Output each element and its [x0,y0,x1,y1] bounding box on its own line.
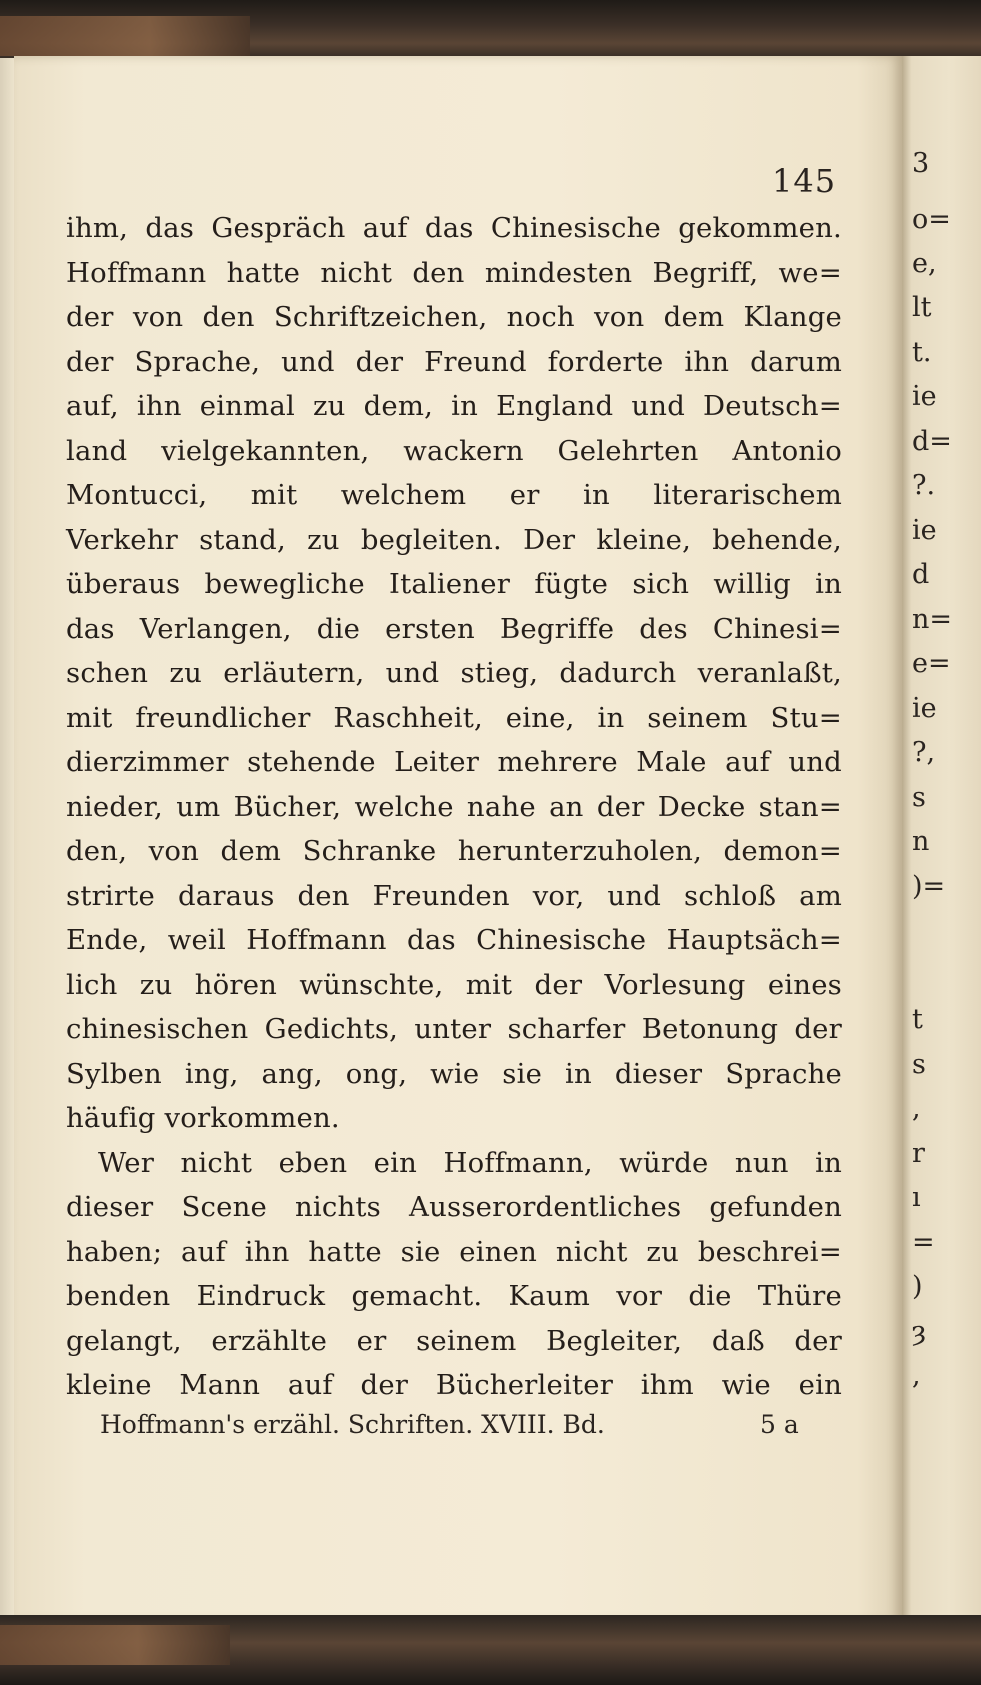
next-page-fragment: )= [912,871,946,902]
next-page-fragment: n= [912,604,953,635]
paragraph-start-line: Wer nicht eben ein Hoffmann, würde nun in [98,1146,842,1179]
text-line: chinesischen Gedichts, unter scharfer Betonung der [66,1013,842,1045]
page-number: 145 [772,162,837,200]
next-page-fragment: s [912,1049,926,1080]
next-page-fragment: ?. [912,470,936,501]
next-page-fragment: ȝ [912,1316,927,1347]
text-line: dierzimmer stehende Leiter mehrere Male auf und [66,746,842,778]
footer-title: Hoffmann's erzähl. Schriften. XVIII. Bd. [100,1410,605,1439]
text-line: Sylben ing, ang, ong, wie sie in dieser Sprache [66,1057,842,1090]
next-page-fragment: e, [912,248,937,279]
next-page-top-number: 3 [912,148,930,179]
text-line: lich zu hören wünschte, mit der Vorlesung eines [66,968,842,1001]
text-line: Verkehr stand, zu begleiten. Der kleine, behende, [66,523,842,556]
book-cover-top [0,0,981,62]
text-line: das Verlangen, die ersten Begriffe des Chinesi= [66,612,842,645]
page-footer [100,1410,800,1439]
text-line: strirte daraus den Freunden vor, und schloß am [66,879,842,912]
next-page-fragment: r [912,1138,925,1169]
next-page-fragment: , [912,1360,921,1391]
next-page-fragment: d [912,559,930,590]
next-page-fragment: ie [912,693,937,724]
text-line: überaus bewegliche Italiener fügte sich willig in [66,568,842,600]
next-page-sliver [902,56,981,1622]
next-page-fragment: s [912,782,926,813]
text-line: auf, ihn einmal zu dem, in England und Deutsch= [66,390,842,422]
text-line: Montucci, mit welchem er in literarischem [66,479,842,511]
text-line: mit freundlicher Raschheit, eine, in seinem Stu= [66,701,842,734]
next-page-fragment: , [912,1093,921,1124]
text-line: häufig vorkommen. [66,1102,340,1134]
text-line: gelangt, erzählte er seinem Begleiter, daß der [66,1324,842,1357]
signature-mark: 5 a [760,1410,799,1439]
text-line: ihm, das Gespräch auf das Chinesische gekommen. [66,212,842,244]
next-page-fragment: lt [912,292,932,323]
next-page-fragment: t [912,1004,923,1035]
next-page-fragment: o= [912,204,951,235]
next-page-fragment: ) [912,1271,923,1302]
next-page-fragment: ı [912,1182,921,1213]
next-page-fragment: = [912,1227,935,1258]
text-line: land vielgekannten, wackern Gelehrten Antonio [66,434,842,467]
text-line: schen zu erläutern, und stieg, dadurch veranlaßt, [66,657,842,689]
text-line: Ende, weil Hoffmann das Chinesische Hauptsäch= [66,924,842,956]
body-text [66,206,842,1408]
text-line: haben; auf ihn hatte sie einen nicht zu beschrei= [66,1235,842,1268]
text-line: nieder, um Bücher, welche nahe an der Decke stan= [66,790,842,823]
next-page-fragment: t. [912,337,932,368]
text-line: dieser Scene nichts Ausserordentliches gefunden [66,1191,842,1223]
next-page-fragment: ?, [912,737,936,768]
next-page-fragment: ie [912,381,937,412]
text-line: der Sprache, und der Freund forderte ihn darum [66,345,842,378]
text-line: kleine Mann auf der Bücherleiter ihm wie ein [66,1369,842,1401]
book-cover-bottom [0,1615,981,1685]
next-page-fragment: d= [912,426,952,457]
text-line: benden Eindruck gemacht. Kaum vor die Thüre [66,1280,842,1312]
next-page-fragment: n [912,826,930,857]
next-page-fragment: ie [912,515,937,546]
next-page-fragment: e= [912,648,951,679]
text-line: Hoffmann hatte nicht den mindesten Begriff, we= [66,256,842,289]
text-line: den, von dem Schranke herunterzuholen, demon= [66,835,842,867]
text-line: der von den Schriftzeichen, noch von dem Klange [66,301,842,333]
